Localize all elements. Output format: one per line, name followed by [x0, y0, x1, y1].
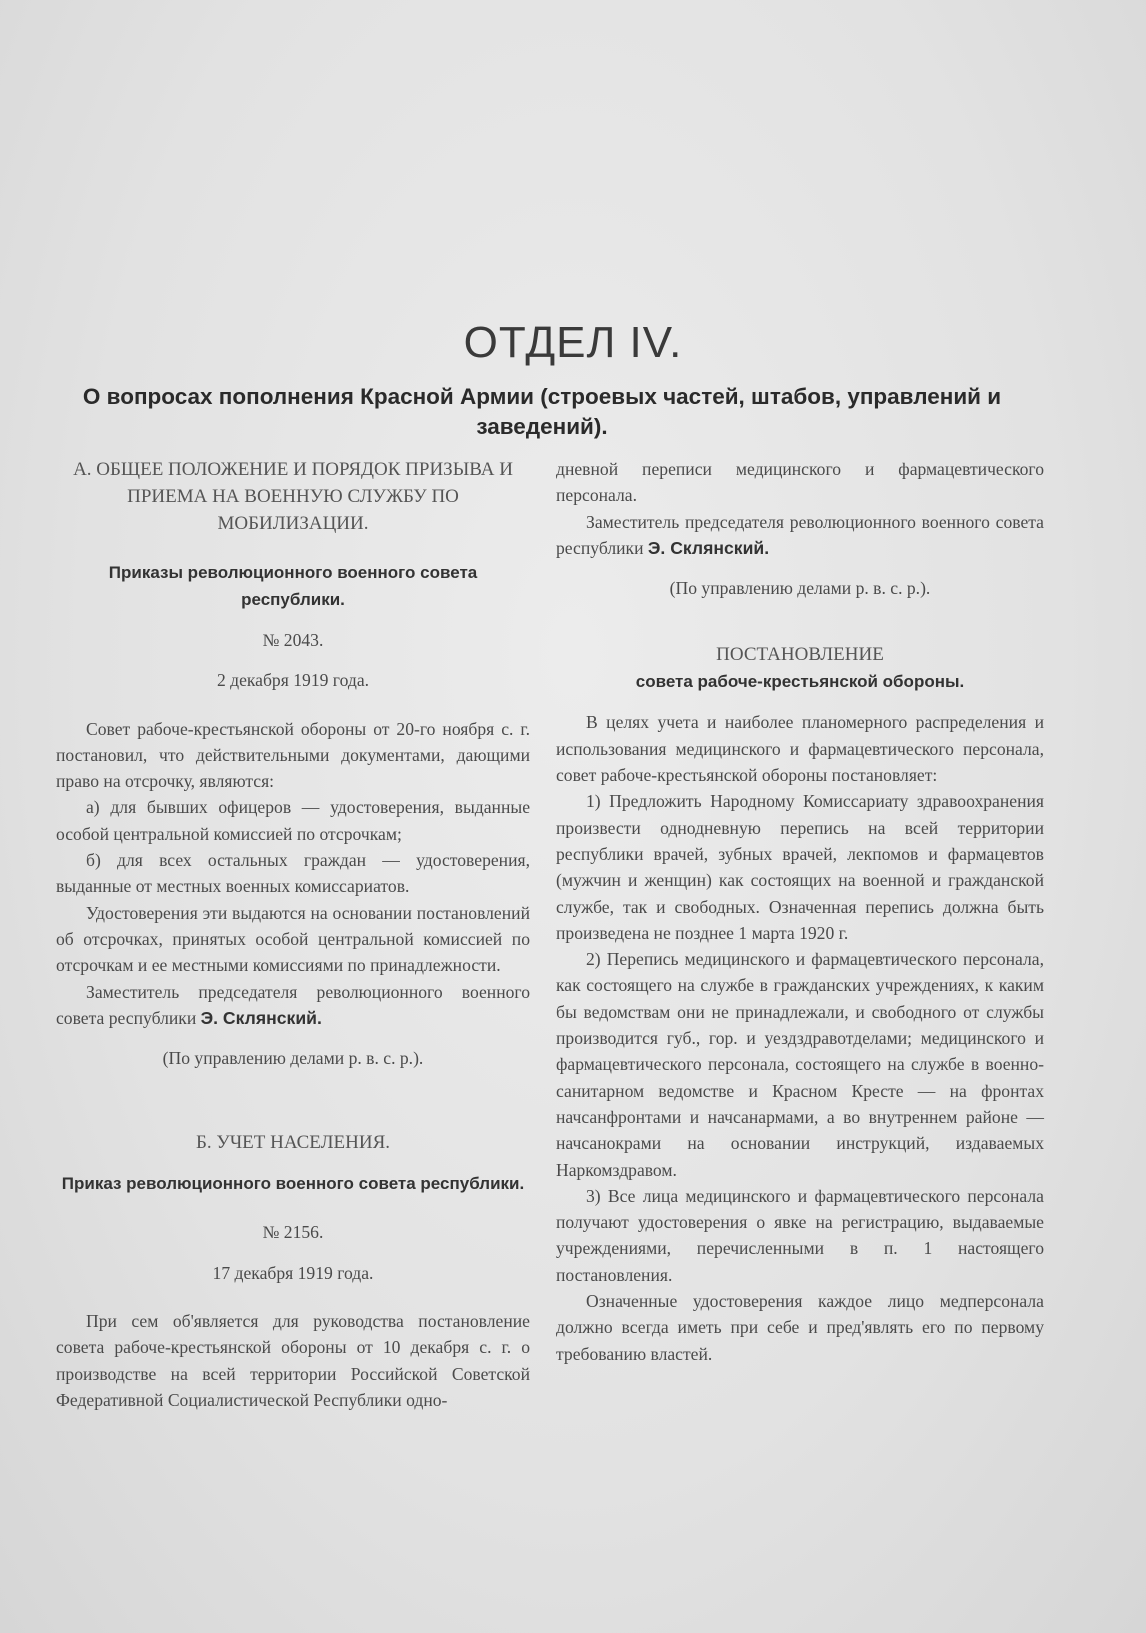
- right-source: (По управлению делами р. в. с. р.).: [669, 578, 931, 599]
- decree-paragraph-4: 3) Все лица медицинского и фармацевтического персонала получают удостоверения о явке на регистрацию, выдаваемые учреждениями, перечисленными в п. 1 настоящего постановления.: [556, 1185, 1044, 1285]
- section-title: ОТДЕЛ IV.: [463, 318, 683, 367]
- order2-paragraph-1: При сем об'является для руководства постановление совета рабоче-крестьянской обороны от 10 декабря с. г. о производстве на всей территории Российской Советской Федеративной Социалистической Республики одно-: [56, 1311, 530, 1410]
- order1-date: 2 декабря 1919 года.: [216, 670, 370, 691]
- order1-source: (По управлению делами р. в. с. р.).: [162, 1048, 424, 1069]
- decree-title: ПОСТАНОВЛЕНИЕ: [716, 644, 884, 666]
- section-subtitle: О вопросах пополнения Красной Армии (строевых частей, штабов, управлений и заведений).: [82, 384, 1002, 439]
- decree-header: совета рабоче-крестьянской обороны.: [635, 672, 965, 692]
- part-a-heading: А. ОБЩЕЕ ПОЛОЖЕНИЕ И ПОРЯДОК ПРИЗЫВА И ПРИЕМА НА ВОЕННУЮ СЛУЖБУ ПО МОБИЛИЗАЦИИ.: [73, 459, 513, 534]
- right-signature-name: Э. Склянский.: [647, 537, 770, 558]
- decree-paragraph-2: 1) Предложить Народному Комиссариату здравоохранения произвести однодневную перепись на всей территории республики врачей, зубных врачей, лекпомов и фармацевтов (мужчин и женщин) как состоящих на военной и гражданской службе, так и свободных. Означенная перепись должна быть произведена не позднее 1 марта 1920 г.: [556, 791, 1044, 943]
- order2-number: № 2156.: [262, 1222, 324, 1243]
- decree-paragraph-5: Означенные удостоверения каждое лицо медперсонала должно всегда иметь при себе и пред'являть его по первому требованию властей.: [556, 1291, 1044, 1364]
- continued-paragraph: дневной переписи медицинского и фармацевтического персонала.: [556, 459, 1044, 506]
- order1-paragraph-2: а) для бывших офицеров — удостоверения, выданные особой центральной комиссией по отсрочкам;: [56, 797, 530, 844]
- order1-signature-text: Заместитель председателя революционного военного совета республики: [56, 981, 530, 1028]
- order2-date: 17 декабря 1919 года.: [212, 1262, 374, 1283]
- order1-paragraph-3: б) для всех остальных граждан — удостоверения, выданные от местных военных комиссариатов.: [56, 850, 530, 897]
- order1-paragraph-1: Совет рабоче-крестьянской обороны от 20-го ноября с. г. постановил, что действительными документами, дающими право на отсрочку, являются:: [56, 718, 530, 792]
- decree-paragraph-3: 2) Перепись медицинского и фармацевтического персонала, как состоящего на службе в гражданских учреждениях, к каким бы ведомствам они не принадлежали, и свободного от службы производится губ., гор. и уездздравотделами; медицинского и фармацевтического персонала, состоящего на службе в военно-санитарном ведомстве и Красном Кресте — на фронтах начсанфронтами и начсанармами, а во внутреннем районе — начсанокрами на основании инструкций, издаваемых Наркомздравом.: [556, 949, 1044, 1180]
- order1-number: № 2043.: [262, 630, 324, 650]
- part-b-heading: Б. УЧЕТ НАСЕЛЕНИЯ.: [195, 1132, 391, 1154]
- right-signature-text: Заместитель председателя революционного военного совета республики: [556, 511, 1044, 558]
- order1-paragraph-4: Удостоверения эти выдаются на основании постановлений об отсрочках, принятых особой центральной комиссией по отсрочкам и ее местными комиссиями по принадлежности.: [56, 902, 530, 976]
- order2-header: Приказ революционного военного совета республики.: [61, 1174, 525, 1194]
- order1-header: Приказы революционного военного совета республики.: [108, 563, 478, 609]
- order1-signature-name: Э. Склянский.: [200, 1007, 322, 1028]
- decree-paragraph-1: В целях учета и наиболее планомерного распределения и использования медицинского и фармацевтического персонала, совет рабоче-крестьянской обороны постановляет:: [556, 712, 1044, 786]
- order1-signature: [56, 979, 530, 1032]
- left-column: [56, 456, 530, 1413]
- right-column: [556, 456, 1044, 1367]
- right-signature: [556, 509, 1044, 562]
